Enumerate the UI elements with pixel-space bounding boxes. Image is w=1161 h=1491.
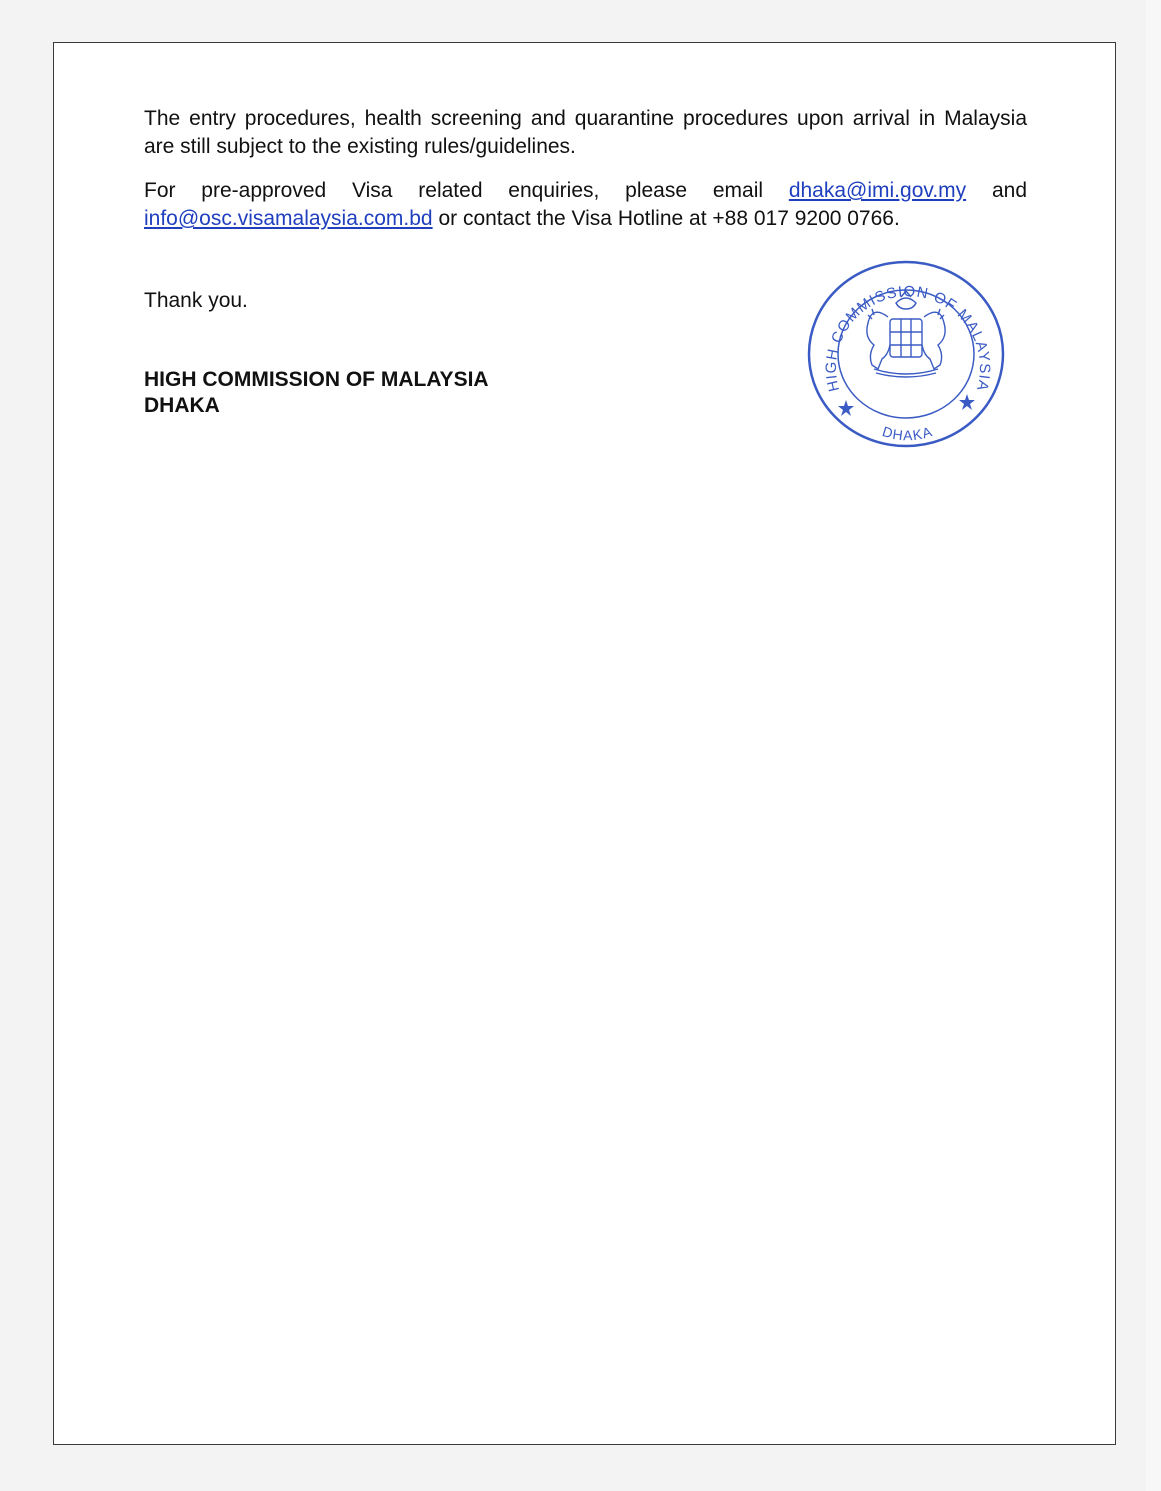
star-icon [838, 400, 854, 416]
document-page [53, 42, 1116, 1445]
viewer-edge [1146, 0, 1161, 1491]
procedures-paragraph: The entry procedures, health screening and quarantine procedures upon arrival in Malaysia are still subject to the existing rules/guidelines. [144, 107, 1027, 158]
enquiries-suffix: or contact the Visa Hotline at +88 017 9200 0766. [432, 207, 900, 230]
enquiries-paragraph [144, 177, 1027, 233]
enquiries-and: and [966, 179, 1027, 202]
stamp-bottom-text: DHAKA [880, 423, 935, 444]
email-link-imi[interactable]: dhaka@imi.gov.my [788, 179, 967, 202]
signature-line-1: HIGH COMMISSION OF MALAYSIA [144, 368, 489, 391]
closing-text: Thank you. [144, 289, 248, 312]
stamp-star-icons [838, 394, 975, 416]
official-stamp [804, 257, 1009, 451]
email-link-osc[interactable]: info@osc.visamalaysia.com.bd [144, 207, 433, 230]
stamp-top-text: HIGH COMMISSION OF MALAYSIA [822, 283, 994, 394]
star-icon [959, 394, 975, 410]
enquiries-prefix: For pre-approved Visa related enquiries, please email [144, 179, 789, 202]
signature-line-2: DHAKA [144, 394, 220, 417]
